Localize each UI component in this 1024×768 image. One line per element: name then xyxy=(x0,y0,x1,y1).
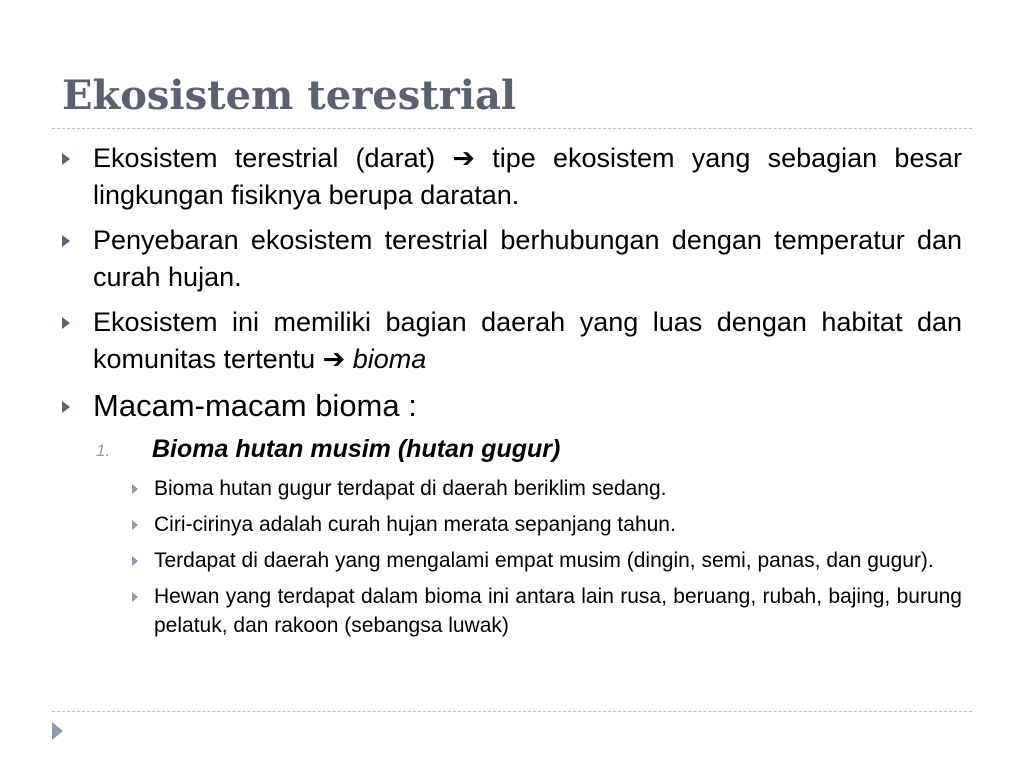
sub-bullet-text: Ciri-cirinya adalah curah hujan merata sepanjang tahun. xyxy=(154,513,676,536)
bullet-item xyxy=(62,304,962,378)
sub-bullet-item xyxy=(154,546,962,575)
triangle-right-icon xyxy=(62,401,70,413)
bullet-item xyxy=(62,222,962,296)
bullet-text: Ekosistem ini memiliki bagian daerah yang luas dengan habitat dan komunitas tertentu xyxy=(93,307,962,374)
sub-bullet-text: Terdapat di daerah yang mengalami empat musim (dingin, semi, panas, dan gugur). xyxy=(154,549,934,572)
sub-bullet-item xyxy=(154,510,962,539)
triangle-right-icon xyxy=(62,153,70,165)
slide-content xyxy=(62,140,962,647)
bullet-text: Ekosistem terestrial (darat) xyxy=(93,143,436,173)
slide-title: Ekosistem terestrial xyxy=(62,72,517,119)
triangle-right-icon xyxy=(62,317,70,329)
small-triangle-right-icon xyxy=(132,520,138,530)
bullet-text: tipe ekosistem yang sebagian besar lingkungan fisiknya berupa daratan. xyxy=(93,143,962,210)
bullet-item xyxy=(62,386,962,426)
arrow-right-icon: ➔ xyxy=(452,143,475,174)
sub-bullet-item xyxy=(154,582,962,640)
footer-triangle-icon xyxy=(52,722,63,740)
title-divider xyxy=(52,128,972,129)
small-triangle-right-icon xyxy=(132,592,138,602)
numbered-item-number: 1. xyxy=(96,441,111,460)
numbered-item xyxy=(62,432,962,466)
bullet-text: Macam-macam bioma : xyxy=(93,388,417,423)
sub-bullet-text: Bioma hutan gugur terdapat di daerah beriklim sedang. xyxy=(154,477,667,500)
small-triangle-right-icon xyxy=(132,556,138,566)
bullet-emphasis: bioma xyxy=(352,344,427,374)
bullet-text: Penyebaran ekosistem terestrial berhubungan dengan temperatur dan curah hujan. xyxy=(93,225,962,292)
bullet-item xyxy=(62,140,962,214)
arrow-right-icon: ➔ xyxy=(322,344,346,375)
small-triangle-right-icon xyxy=(132,484,138,494)
numbered-item-label: Bioma hutan musim (hutan gugur) xyxy=(152,435,561,463)
sub-bullet-text: Hewan yang terdapat dalam bioma ini antara lain rusa, beruang, rubah, bajing, burung pelatuk, dan rakoon (sebangsa luwak) xyxy=(154,585,962,637)
triangle-right-icon xyxy=(62,235,70,247)
sub-bullet-item xyxy=(154,474,962,503)
footer-divider xyxy=(52,711,972,712)
